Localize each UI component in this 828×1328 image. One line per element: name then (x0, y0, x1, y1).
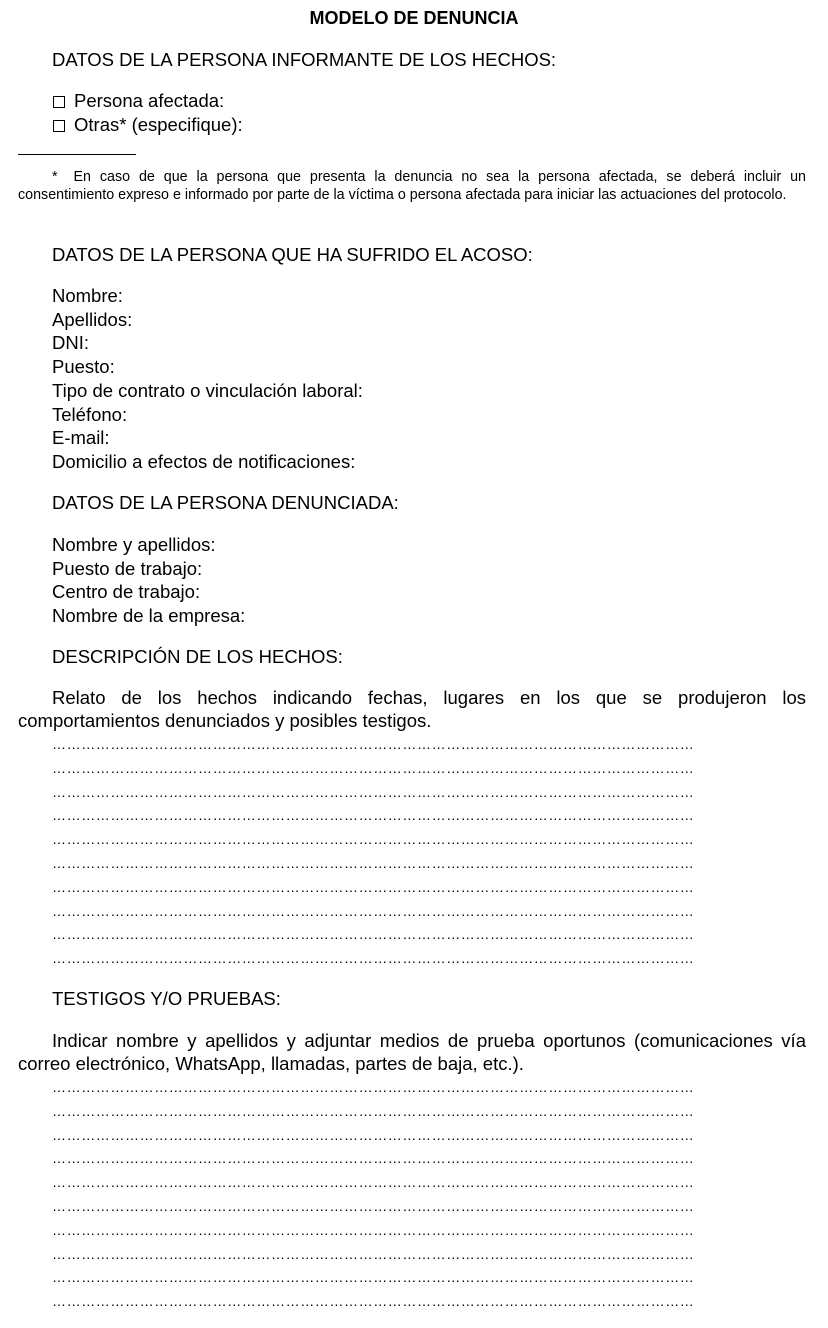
field-centro-trabajo: Centro de trabajo: (52, 581, 201, 603)
footnote-separator (18, 154, 136, 155)
witnesses-line[interactable]: …………………………………………………………………………………………………………………… (52, 1126, 695, 1143)
field-apellidos: Apellidos: (52, 308, 133, 330)
field-nombre: Nombre: (52, 285, 123, 306)
accused-heading: DATOS DE LA PERSONA DENUNCIADA: (52, 492, 399, 513)
witnesses-line[interactable]: …………………………………………………………………………………………………………………… (52, 1150, 695, 1167)
option-affected-person-label: Persona afectada: (74, 90, 225, 111)
witnesses-line[interactable]: …………………………………………………………………………………………………………………… (52, 1269, 695, 1286)
field-puesto: Puesto: (52, 356, 115, 378)
informant-heading: DATOS DE LA PERSONA INFORMANTE DE LOS HECHOS: (52, 49, 557, 70)
description-line[interactable]: …………………………………………………………………………………………………………………… (52, 783, 695, 800)
field-tipo-contrato: Tipo de contrato o vinculación laboral: (52, 379, 363, 401)
footnote (18, 168, 806, 204)
witnesses-line[interactable]: …………………………………………………………………………………………………………………… (52, 1221, 695, 1238)
checkbox-others[interactable] (53, 120, 65, 132)
description-line[interactable]: …………………………………………………………………………………………………………………… (52, 878, 695, 895)
victim-heading: DATOS DE LA PERSONA QUE HA SUFRIDO EL ACOSO: (52, 244, 533, 265)
witnesses-instructions (18, 1029, 806, 1075)
description-line[interactable]: …………………………………………………………………………………………………………………… (52, 950, 695, 967)
description-line[interactable]: …………………………………………………………………………………………………………………… (52, 926, 695, 943)
witnesses-instructions-text: Indicar nombre y apellidos y adjuntar medios de prueba oportunos (comunicaciones vía correo electrónico, WhatsApp, llamadas, partes de baja, etc.). (18, 1030, 806, 1074)
option-affected-person[interactable] (52, 90, 224, 112)
field-dni: DNI: (52, 332, 89, 354)
footnote-text: En caso de que la persona que presenta la denuncia no sea la persona afectada, se deberá incluir un consentimiento expreso e informado por parte de la víctima o persona afectada para iniciar las actuaciones del protocolo. (18, 169, 806, 203)
field-nombre-empresa: Nombre de la empresa: (52, 605, 246, 627)
witnesses-line[interactable]: …………………………………………………………………………………………………………………… (52, 1197, 695, 1214)
field-domicilio: Domicilio a efectos de notificaciones: (52, 450, 356, 472)
document-title: MODELO DE DENUNCIA (309, 8, 519, 28)
description-line[interactable]: …………………………………………………………………………………………………………………… (52, 807, 695, 824)
description-line[interactable]: …………………………………………………………………………………………………………………… (52, 831, 695, 848)
accused-fields (52, 533, 245, 628)
description-line[interactable]: …………………………………………………………………………………………………………………… (52, 854, 695, 871)
option-others[interactable] (52, 114, 243, 136)
description-blank-lines[interactable] (52, 733, 803, 971)
field-puesto-trabajo: Puesto de trabajo: (52, 557, 203, 579)
field-nombre-apellidos: Nombre y apellidos: (52, 534, 216, 555)
witnesses-line[interactable]: …………………………………………………………………………………………………………………… (52, 1174, 695, 1191)
field-email: E-mail: (52, 427, 110, 449)
description-line[interactable]: …………………………………………………………………………………………………………………… (52, 759, 695, 776)
witnesses-line[interactable]: …………………………………………………………………………………………………………………… (52, 1079, 695, 1095)
witnesses-blank-lines[interactable] (52, 1076, 803, 1314)
victim-fields (52, 284, 363, 474)
witnesses-line[interactable]: …………………………………………………………………………………………………………………… (52, 1293, 695, 1310)
witnesses-line[interactable]: …………………………………………………………………………………………………………………… (52, 1102, 695, 1119)
footnote-mark: * (52, 169, 58, 185)
option-others-label: Otras* (especifique): (74, 114, 243, 135)
description-instructions (18, 686, 806, 732)
description-line[interactable]: …………………………………………………………………………………………………………………… (52, 736, 695, 752)
description-line[interactable]: …………………………………………………………………………………………………………………… (52, 902, 695, 919)
checkbox-affected-person[interactable] (53, 96, 65, 108)
description-heading: DESCRIPCIÓN DE LOS HECHOS: (52, 646, 343, 667)
witnesses-line[interactable]: …………………………………………………………………………………………………………………… (52, 1245, 695, 1262)
witnesses-heading: TESTIGOS Y/O PRUEBAS: (52, 988, 281, 1009)
description-instructions-text: Relato de los hechos indicando fechas, lugares en los que se produjeron los comportamientos denunciados y posibles testigos. (18, 687, 806, 731)
field-telefono: Teléfono: (52, 403, 128, 425)
